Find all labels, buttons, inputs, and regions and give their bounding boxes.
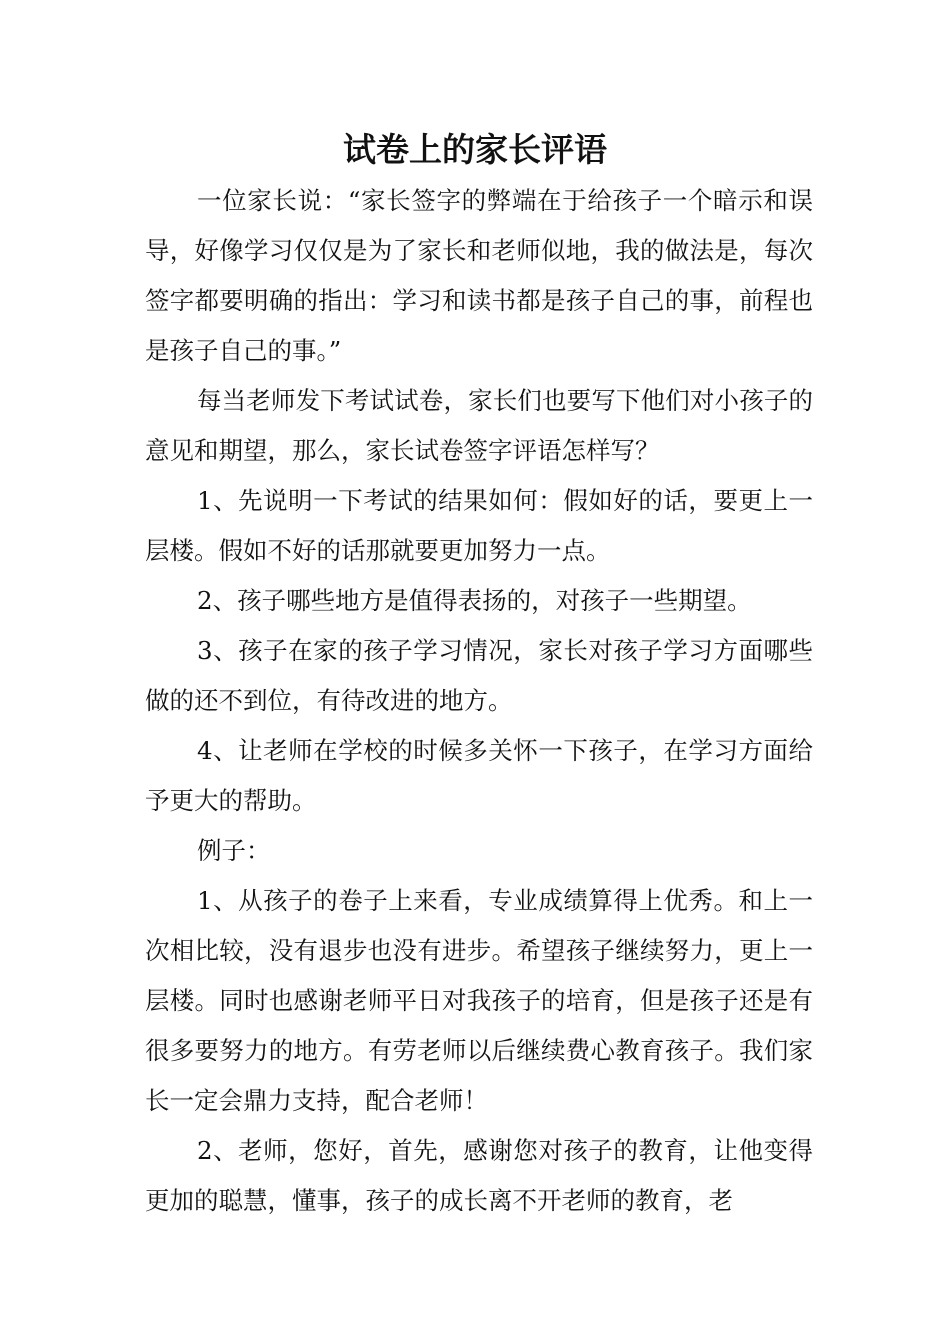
paragraph: 4、让老师在学校的时候多关怀一下孩子，在学习方面给予更大的帮助。 <box>145 736 813 815</box>
paragraph: 例子： <box>197 836 271 865</box>
paragraph: 1、从孩子的卷子上来看，专业成绩算得上优秀。和上一次相比较，没有退步也没有进步。希望孩子继续努力，更上一层楼。同时也感谢老师平日对我孩子的培育，但是孩子还是有很多要努力的地方。有劳老师以后继续费心教育孩子。我们家长一定会鼎力支持，配合老师！ <box>145 886 813 1115</box>
paragraph: 2、孩子哪些地方是值得表扬的，对孩子一些期望。 <box>197 586 752 615</box>
document-title: 试卷上的家长评语 <box>343 130 607 169</box>
paragraph: 3、孩子在家的孩子学习情况，家长对孩子学习方面哪些做的还不到位，有待改进的地方。 <box>145 636 813 715</box>
paragraph: 一位家长说：“家长签字的弊端在于给孩子一个暗示和误导，好像学习仅仅是为了家长和老师似地，我的做法是，每次签字都要明确的指出：学习和读书都是孩子自己的事，前程也是孩子自己的事。” <box>145 186 813 365</box>
paragraph: 每当老师发下考试试卷，家长们也要写下他们对小孩子的意见和期望，那么，家长试卷签字评语怎样写？ <box>145 386 813 465</box>
paragraph: 2、老师，您好，首先，感谢您对孩子的教育，让他变得更加的聪慧，懂事，孩子的成长离不开老师的教育，老 <box>145 1136 813 1215</box>
document-body <box>145 176 813 1226</box>
paragraph: 1、先说明一下考试的结果如何：假如好的话，要更上一层楼。假如不好的话那就要更加努力一点。 <box>145 486 813 565</box>
